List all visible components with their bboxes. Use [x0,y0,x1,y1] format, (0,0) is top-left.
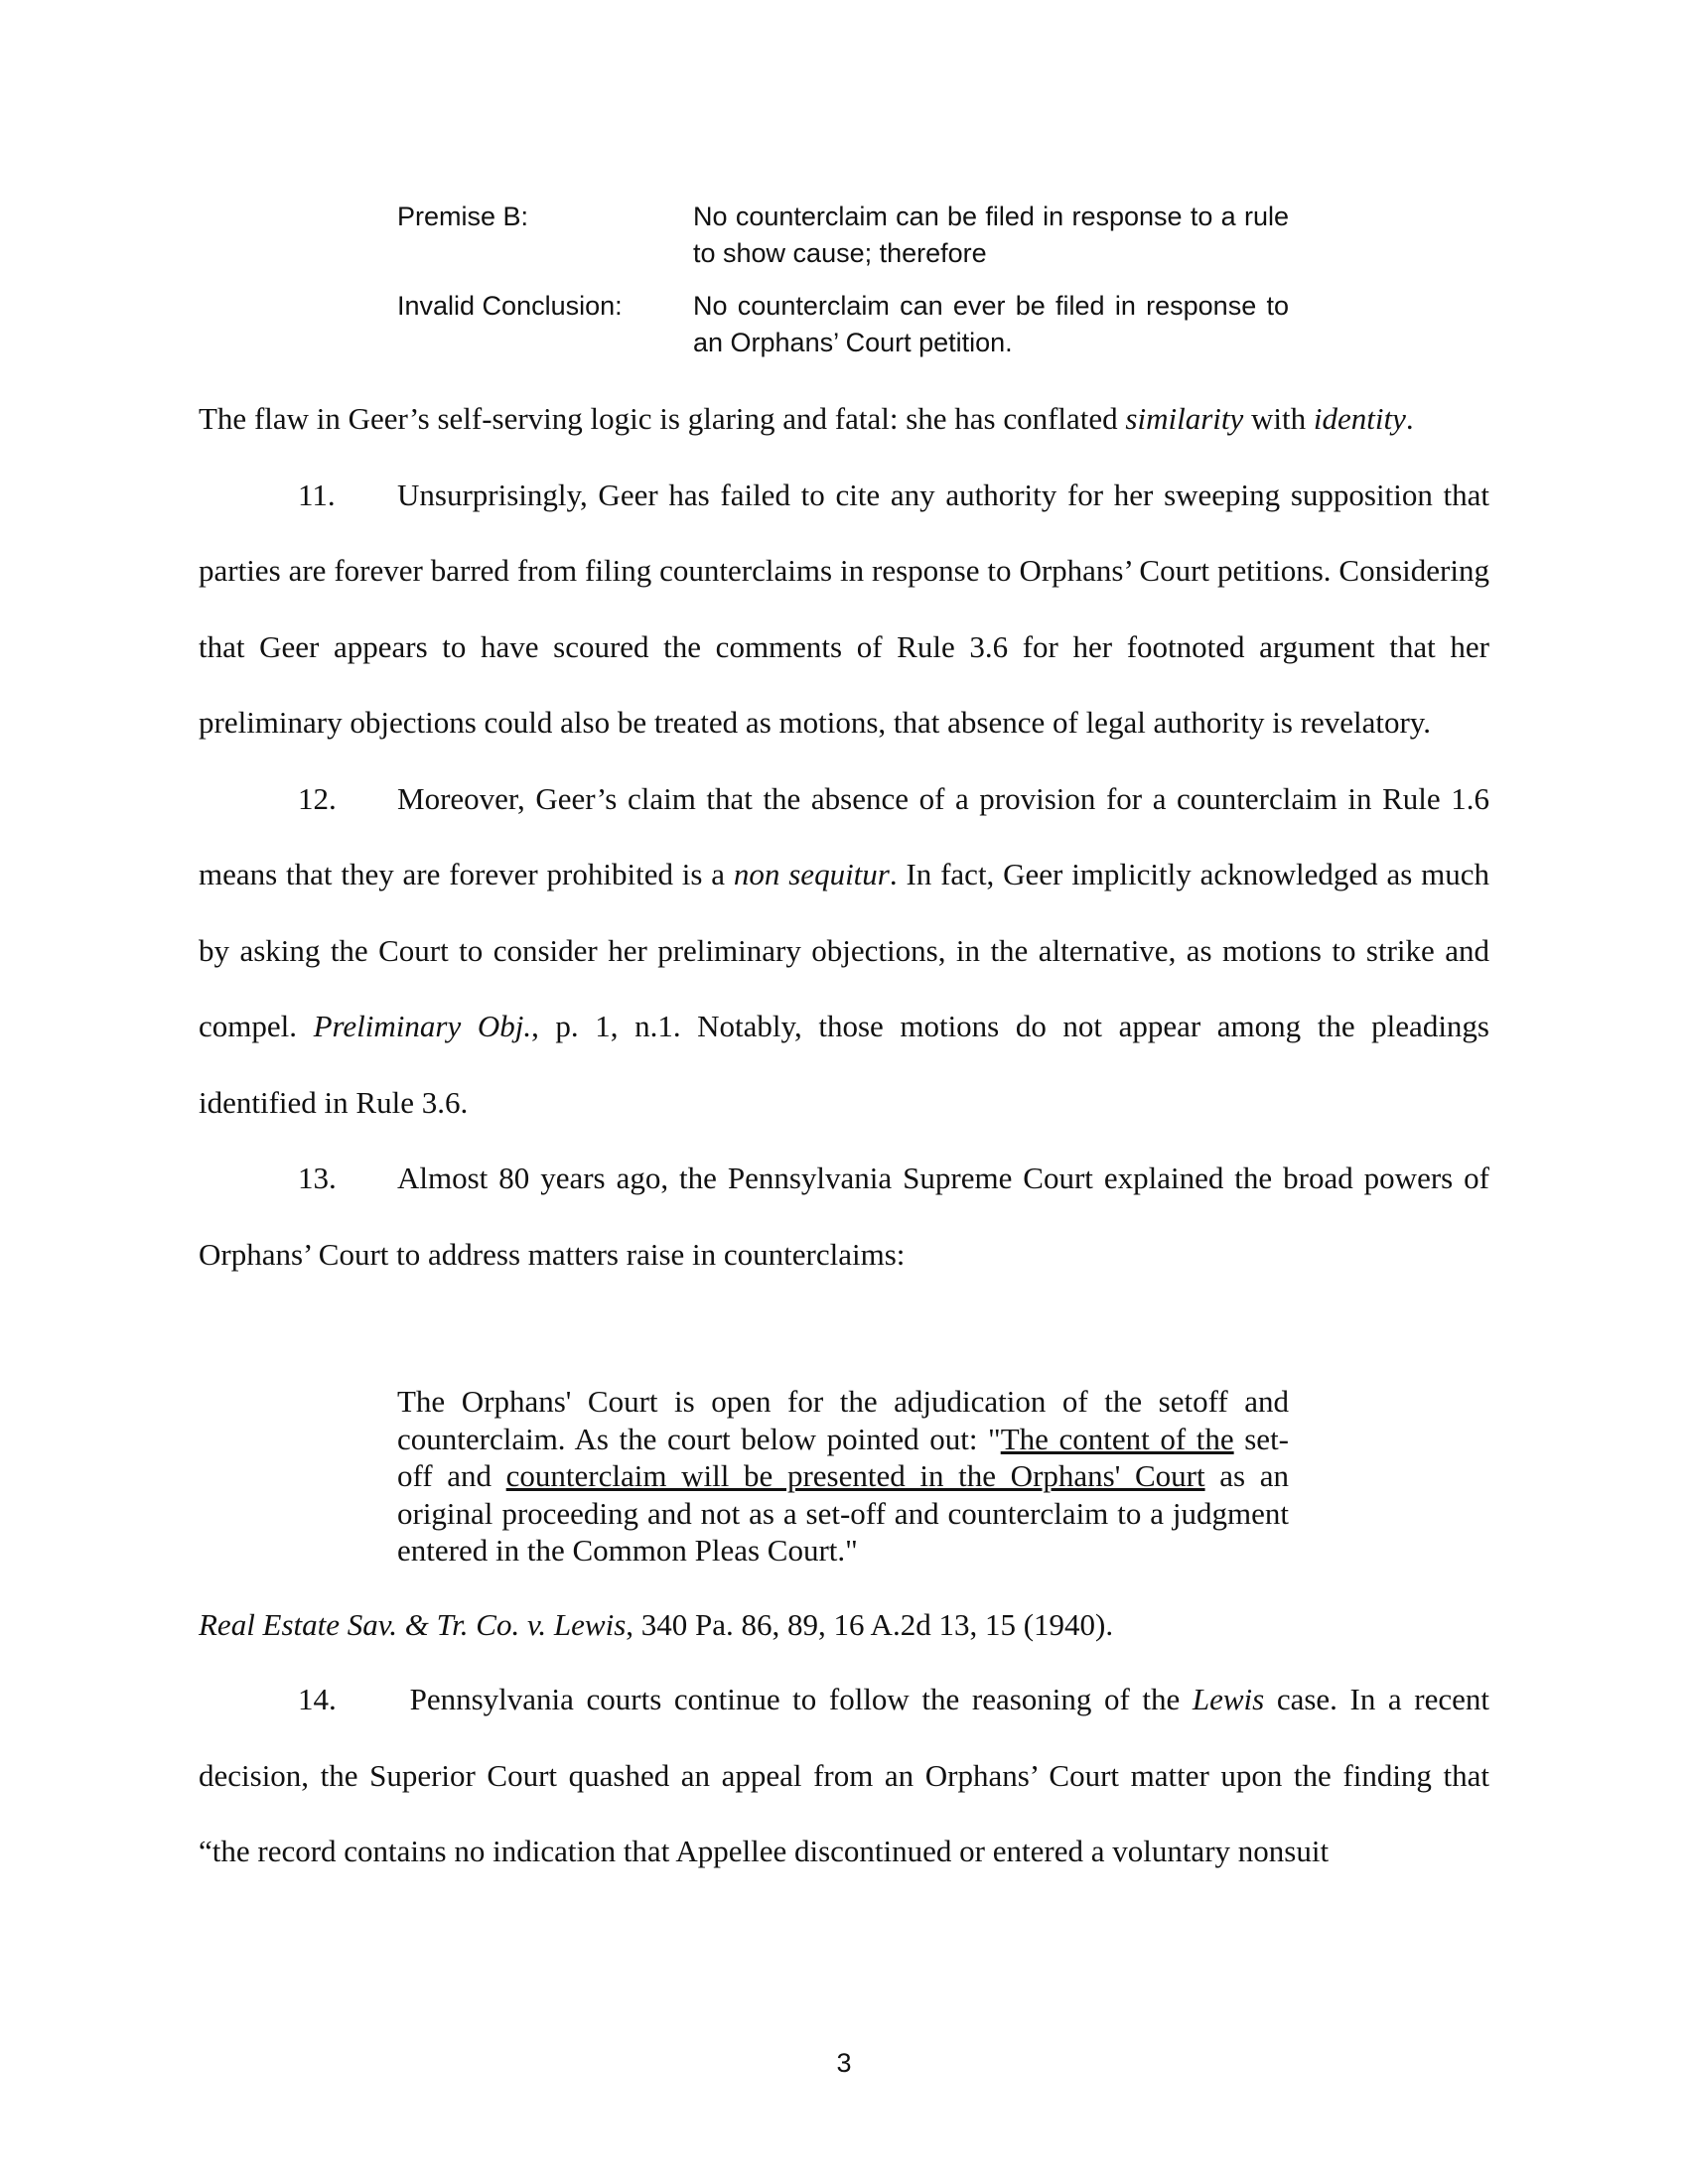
underlined-text: counterclaim will be presented in the Orphans' Court [505,1458,1205,1493]
text-run: Pennsylvania courts continue to follow the reasoning of the [397,1682,1193,1716]
underlined-text: The content of the [1000,1421,1234,1456]
flaw-paragraph [199,381,1489,458]
paragraph-text: Almost 80 years ago, the Pennsylvania Supreme Court explained the broad powers of Orphans’ Court to address matters raise in counterclaims: [199,1160,1489,1272]
premise-text: No counterclaim can be filed in response to a rule to show cause; therefore [693,202,1289,268]
paragraph-number: 14. [298,1682,337,1716]
emphasis-non-sequitur: non sequitur [733,857,890,891]
emphasis-similarity: similarity [1125,401,1244,436]
citation-reporter: , 340 Pa. 86, 89, 16 A.2d 13, 15 (1940). [626,1607,1114,1642]
paragraph-number: 12. [298,780,337,816]
case-name: Real Estate Sav. & Tr. Co. v. Lewis [199,1607,627,1642]
text-run: with [1243,401,1314,436]
syllogism-row [397,199,1291,272]
paragraph-13 [199,1141,1489,1293]
syllogism-block [397,199,1291,377]
text-run: , p. 1, n.1. Notably, those motions do not appear among the pleadings identified in Rule 3.6. [199,1009,1489,1120]
text-run: . [1405,401,1414,436]
case-citation [199,1600,1489,1650]
text-run: set-off and [397,1421,1289,1493]
body-text-lower [199,1662,1489,1890]
text-run: as an original proceeding and not as a set-off and counterclaim to a judgment entered in the Common Pleas Court." [397,1458,1289,1568]
syllogism-row [397,288,1291,361]
block-quote [397,1383,1289,1570]
paragraph-number: 11. [298,477,336,512]
emphasis-identity: identity [1313,401,1406,436]
text-run: The flaw in Geer’s self-serving logic is glaring and fatal: she has conflated [199,401,1126,436]
text-run: Moreover, Geer’s claim that the absence of a provision for a counterclaim in Rule 1.6 means that they are forever prohibited is a [199,780,1489,891]
paragraph-11 [199,458,1489,761]
conclusion-label: Invalid Conclusion: [397,291,623,321]
citation-preliminary-obj: Preliminary Obj. [313,1009,532,1043]
paragraph-12 [199,761,1489,1142]
premise-label: Premise B: [397,202,529,231]
conclusion-text: No counterclaim can ever be filed in response to an Orphans’ Court petition. [693,291,1289,357]
emphasis-lewis: Lewis [1192,1682,1265,1716]
text-run: case. In a recent decision, the Superior Court quashed an appeal from an Orphans’ Court matter upon the finding that “the record contains no indication that Appellee discontinued or entered a voluntary nonsuit [199,1682,1489,1868]
text-run: The Orphans' Court is open for the adjudication of the setoff and counterclaim. As the court below pointed out: " [397,1384,1289,1456]
paragraph-text: Unsurprisingly, Geer has failed to cite any authority for her sweeping supposition that parties are forever barred from filing counterclaims in response to Orphans’ Court petitions. Considering that Geer appears to have scoured the comments of Rule 3.6 for her footnoted argument that her preliminary objections could also be treated as motions, that absence of legal authority is revelatory. [199,477,1489,740]
body-text-upper [199,381,1489,1293]
text-run: . In fact, Geer implicitly acknowledged as much by asking the Court to consider her preliminary objections, in the alternative, as motions to strike and compel. [199,857,1489,1043]
paragraph-number: 13. [298,1160,337,1195]
page-number: 3 [836,2048,852,2078]
paragraph-14 [199,1662,1489,1890]
